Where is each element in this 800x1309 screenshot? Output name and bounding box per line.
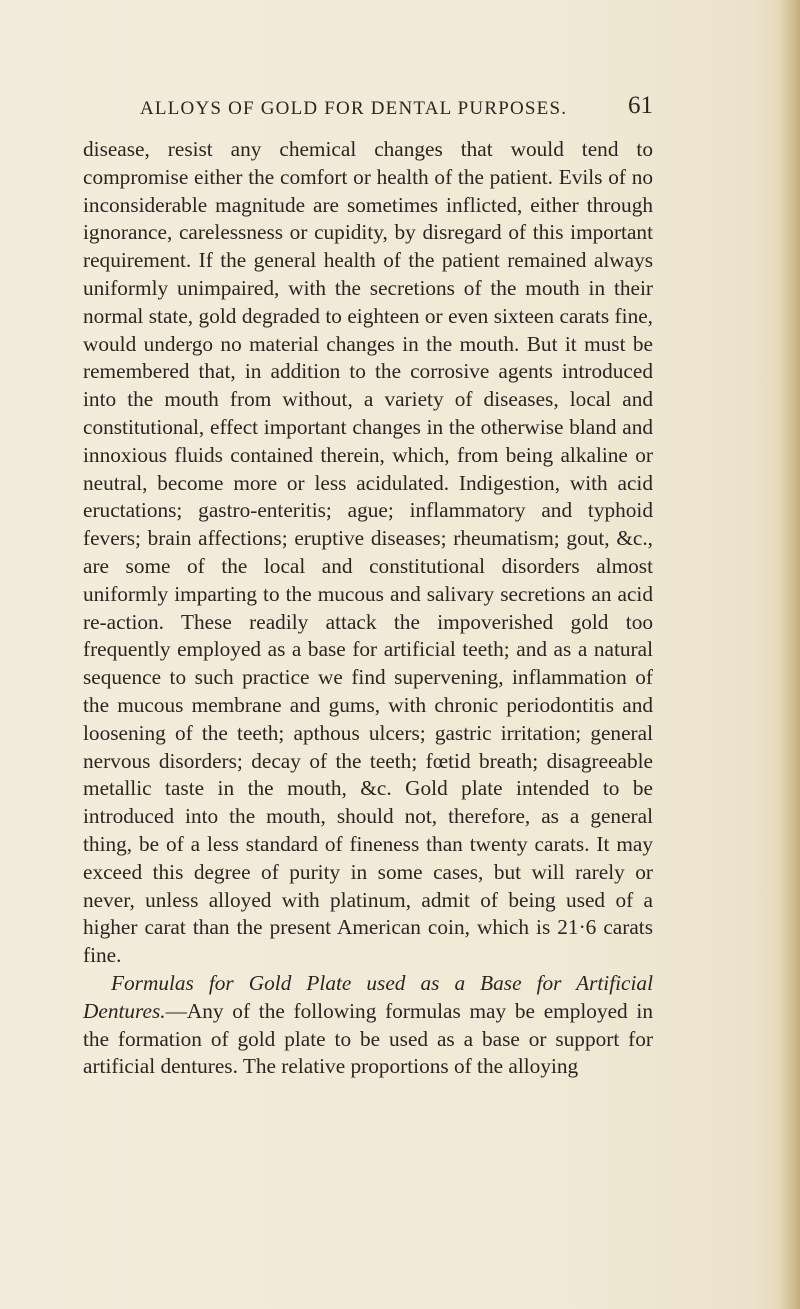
page-edge-shadow: [778, 0, 800, 1309]
section-heading: Formulas for Gold Plate used as a Base for Artificial Dentures.: [83, 970, 653, 1023]
paragraph: [83, 970, 653, 1081]
body-text: [83, 136, 653, 1081]
running-head: [0, 92, 800, 132]
paragraph: disease, resist any chemical changes that would tend to compromise either the comfort or health of the patient. Evils of no inconsiderable magnitude are sometimes inflicted, either through ignorance, carelessness or cupidity, by disregard of this important requirement. If the general health of the patient remained always uniformly unimpaired, with the secretions of the mouth in their normal state, gold degraded to eighteen or even sixteen carats fine, would undergo no material changes in the mouth. But it must be remembered that, in addition to the corrosive agents introduced into the mouth from without, a variety of diseases, local and constitutional, effect important changes in the otherwise bland and innoxious fluids contained therein, which, from being alkaline or neutral, become more or less acidulated. Indigestion, with acid eructations; gastro-enteritis; ague; inflammatory and typhoid fevers; brain affections; eruptive diseases; rheumatism; gout, &c., are some of the local and constitutional disorders almost uniformly imparting to the mucous and salivary secretions an acid re-action. These readily attack the impoverished gold too frequently employed as a base for artificial teeth; and as a natural sequence to such practice we find supervening, inflammation of the mucous membrane and gums, with chronic periodontitis and loosening of the teeth; apthous ulcers; gastric irritation; general nervous disorders; decay of the teeth; fœtid breath; disagreeable metallic taste in the mouth, &c. Gold plate intended to be introduced into the mouth, should not, therefore, as a general thing, be of a less standard of fineness than twenty carats. It may exceed this degree of purity in some cases, but will rarely or never, unless alloyed with platinum, admit of being used of a higher carat than the present American coin, which is 21·6 carats fine.: [83, 137, 653, 968]
running-title: ALLOYS OF GOLD FOR DENTAL PURPOSES.: [140, 98, 568, 119]
paragraph-text: —Any of the following formulas may be employed in the formation of gold plate to be used as a base or support for artificial dentures. The relative proportions of the alloying: [83, 998, 653, 1079]
page-number: 61: [628, 92, 653, 119]
